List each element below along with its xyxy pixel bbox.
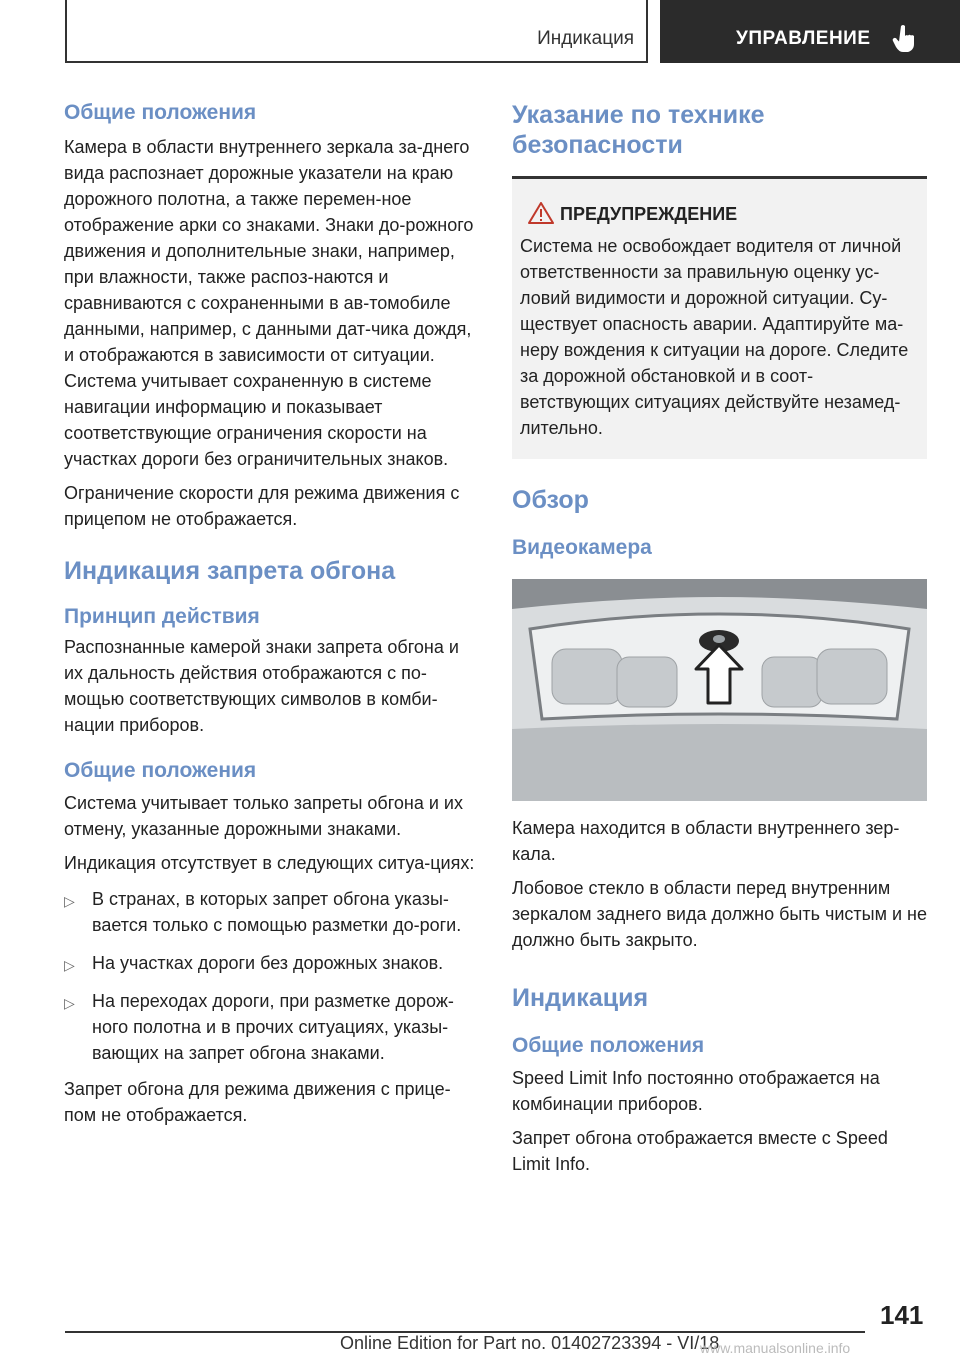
heading-principle: Принцип действия <box>64 605 260 628</box>
paragraph-trailer-limit: Ограничение скорости для режима движения с прицепом не отображается. <box>64 483 460 529</box>
heading-general-1: Общие положения <box>64 101 257 124</box>
heading-video-camera: Видеокамера <box>512 536 652 559</box>
header-chapter-tab <box>660 0 960 63</box>
list-item: ▷ На участках дороги без дорожных знаков. <box>64 950 479 976</box>
edition-info: Online Edition for Part no. 01402723394 - VI/18 <box>340 1333 720 1353</box>
heading-indication: Индикация <box>512 984 649 1012</box>
warning-text: Система не освобождает водителя от личной ответственности за правильную оценку ус-ловий видимости и дорожной ситуации. Су-ществует опасность аварии. Адаптируйте ма-неру вождения к ситуации на дороге. Следите за дорожной обстановкой и в соот-ветствующих ситуациях действуйте незамед-лительно. <box>520 236 909 438</box>
paragraph-speed-limit-info: Speed Limit Info постоянно отображается на комбинации приборов. <box>512 1068 880 1114</box>
header-chapter-title: УПРАВЛЕНИЕ <box>736 28 871 49</box>
page-number: 141 <box>880 1300 924 1330</box>
right-column <box>512 100 927 1177</box>
warning-box <box>512 176 927 459</box>
heading-overview: Обзор <box>512 486 589 514</box>
paragraph-overtake-system: Система учитывает только запреты обгона и их отмену, указанные дорожными знаками. <box>64 793 463 839</box>
paragraph-overtake-with-sli: Запрет обгона отображается вместе с Speed Limit Info. <box>512 1128 888 1174</box>
warning-title-row <box>520 201 919 227</box>
paragraph-camera-recognition: Камера в области внутреннего зеркала за-днего вида распознает дорожные указатели на краю дорожного полотна, а также перемен-ное отображение арки со знаками. Знаки до-рожного движения и дополнительные знаки, например, при влажности, также распоз-наются и сравниваются с сохраненными в ав-томобиле данными, например, с данными дат-чика дождя, и отображаются в зависимости от ситуации. Система учитывает сохраненную в системе навигации информацию и показывает соответствующие ограничения скорости на участках дороги без ограничительных знаков. <box>64 137 474 469</box>
paragraph-principle: Распознанные камерой знаки запрета обгона и их дальность действия отображаются с по-мощью соответствующих символов в комби-нации приборов. <box>64 637 459 735</box>
paragraph-no-indication: Индикация отсутствует в следующих ситуа-циях: <box>64 853 475 873</box>
list-item: ▷ В странах, в которых запрет обгона указы-вается только с помощью разметки до-роги. <box>64 889 462 935</box>
header-section-title: Индикация <box>537 28 634 49</box>
list-item: ▷ На переходах дороги, при разметке дорож-ного полотна и в прочих ситуациях, указы-вающих на запрет обгона знаками. <box>64 991 454 1063</box>
heading-safety: Указание по технике безопасности <box>512 101 765 159</box>
paragraph-trailer-overtake: Запрет обгона для режима движения с прице-пом не отображается. <box>64 1079 451 1125</box>
heading-general-3: Общие положения <box>512 1034 705 1057</box>
triangle-bullet-icon: ▷ <box>64 995 75 1011</box>
car-interior-illustration <box>512 579 927 801</box>
paragraph-camera-location: Камера находится в области внутреннего зер-кала. <box>512 818 900 864</box>
triangle-bullet-icon: ▷ <box>64 893 75 909</box>
heading-general-2: Общие положения <box>64 759 257 782</box>
header-section-tab <box>65 0 648 63</box>
warning-title: ПРЕДУПРЕЖДЕНИЕ <box>560 204 738 224</box>
heading-overtake-indication: Индикация запрета обгона <box>64 557 396 585</box>
warning-triangle-icon <box>528 202 554 224</box>
left-column <box>64 100 479 1128</box>
hand-pointer-icon <box>892 24 920 54</box>
camera-location-photo <box>512 579 927 801</box>
paragraph-windshield-clean: Лобовое стекло в области перед внутренним зеркалом заднего вида должно быть чистым и не должно быть закрыто. <box>512 878 927 950</box>
triangle-bullet-icon: ▷ <box>64 957 75 973</box>
watermark: www.manualsonline.info <box>700 1340 851 1356</box>
